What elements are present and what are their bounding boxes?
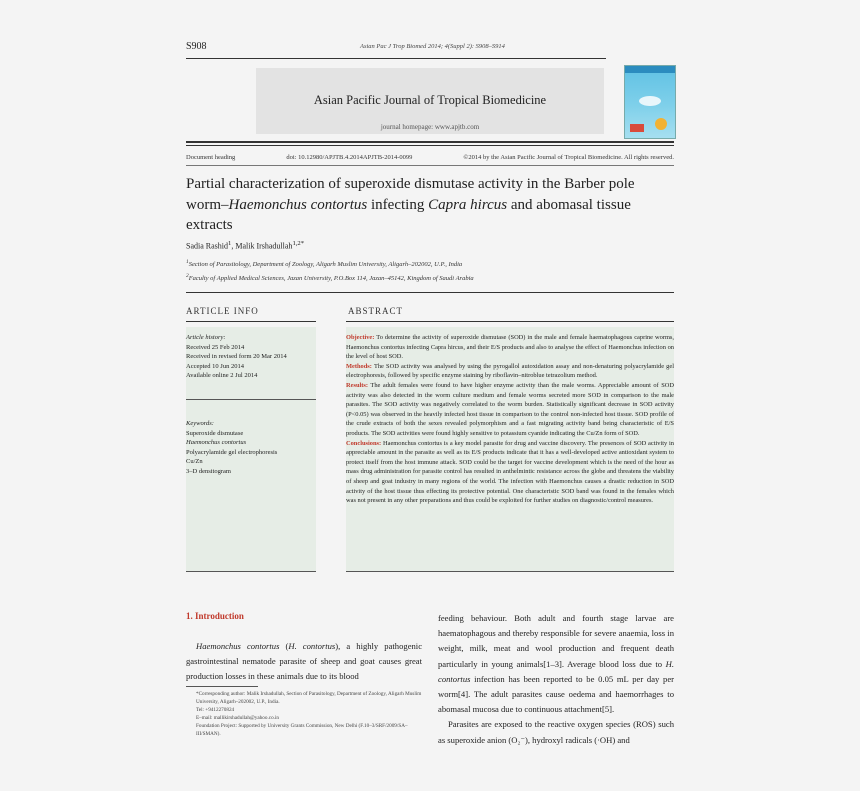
affiliation-mark: 1 — [186, 259, 189, 265]
document-heading: Document heading — [186, 154, 236, 161]
cover-header-stripe — [625, 66, 675, 73]
footnote-tel: Tel: +9412270824 — [196, 707, 235, 713]
keywords-label: Keywords: — [186, 420, 214, 427]
masthead-rule — [186, 141, 674, 143]
cover-graphic — [630, 124, 644, 132]
abstract-rule — [346, 321, 674, 322]
body-paragraph — [186, 639, 422, 685]
footnote-funding: Foundation Project: Supported by University Grants Commission, New Delhi (F.10–3/SRF/2009/SA–III/SMAN). — [196, 723, 408, 737]
doc-rule — [186, 165, 674, 166]
running-head: Asian Pac J Trop Biomed 2014; 4(Suppl 2): S908–S914 — [360, 43, 505, 50]
title-text: Partial characterization of superoxide dismutase activity in the Barber pole worm– — [186, 176, 635, 213]
author-name: , Malik Irshadullah — [231, 241, 293, 251]
history-item: Received 25 Feb 2014 — [186, 343, 245, 351]
journal-title: Asian Pacific Journal of Tropical Biomedicine — [313, 93, 547, 107]
body-paragraph — [438, 611, 674, 717]
keyword: 3–D densitogram — [186, 467, 231, 475]
affiliation-text: Faculty of Applied Medical Sciences, Jazan University, P.O.Box 114, Jazan–45142, Kingdom of Saudi Arabia — [188, 275, 474, 283]
abstract-methods — [346, 362, 674, 381]
affiliation-rule — [186, 292, 674, 293]
article-info-rule — [186, 321, 316, 322]
title-text: infecting — [367, 196, 429, 213]
footnotes — [186, 690, 422, 738]
keyword: Haemonchus contortus — [186, 439, 247, 446]
body-column-right — [438, 611, 674, 748]
title-text: and abomasal tissue extracts — [186, 196, 631, 233]
species-name: H. contortus — [288, 641, 336, 651]
article-history — [186, 333, 316, 381]
abstract-results — [346, 381, 674, 439]
abstract-conclusions — [346, 439, 674, 506]
body-paragraph: Parasites are exposed to the reactive oxygen species (ROS) such as superoxide anion (O₂⁻), hydroxyl radicals (·OH) and — [438, 719, 674, 745]
abstract-text: Haemonchus contortus is a key model parasite for drug and vaccine discovery. The presences of SOD activity in appreciable amount in the parasite as well as its E/S products indicate that it has a well-developed active antioxidant system to protect itself from the host immune attack. SOD could be the target for vaccine development which is the need of the hour as mass drug administration for parasite control has resulted in anthelmintic resistance across the globe and threatens the viability of sheep and goat industry in many regions of the world. The infection with Haemonchus causes a drastic reduction in SOD activity of the host tissue thus effecting its protective potential. One characteristic SOD band was found in the females which was not present in any other preparations and thus could be exploited for further studies on diagnostic/control measures. — [346, 439, 674, 505]
species-name: H. contortus — [438, 658, 674, 684]
article-info-bottom-rule — [186, 571, 316, 572]
abstract-label: Objective: — [346, 334, 375, 341]
doi[interactable]: doi: 10.12980/APJTB.4.2014APJTB-2014-0099 — [286, 154, 413, 161]
body-text: ( — [279, 641, 289, 651]
title-species: Capra hircus — [428, 196, 508, 213]
author-name: Sadia Rashid — [186, 241, 228, 251]
abstract-text: The adult females were found to have higher enzyme activity than the male worms. Appreciable amount of SOD activity was also detected in the worm culture medium and female worms secreted more SOD in comparison to the male parasites. The SOD activity was negatively correlated to the worm burden. Statistically significant decrease in SOD activity (P<0.05) was observed in the heavily infected host tissue in comparison to the control non-infected host tissue. SOD profile of the crude extracts of both the sexes revealed polymorphism and a fast migrating activity band being characteristic of E/S products. The SOD activities were found highly sensitive to potassium cyanide indicating the Cu/Zn form of SOD. — [346, 381, 674, 437]
abstract-body — [346, 333, 674, 506]
cover-graphic — [639, 96, 661, 106]
copyright: ©2014 by the Asian Pacific Journal of Tropical Biomedicine. All rights reserved. — [463, 154, 674, 161]
article-info-divider — [186, 399, 316, 400]
article-title — [186, 174, 676, 236]
abstract-objective — [346, 333, 674, 362]
history-label: Article history: — [186, 334, 226, 341]
author-affiliation-mark: 1,2* — [292, 240, 305, 247]
title-species: Haemonchus contortus — [228, 196, 368, 213]
abstract-label: Methods: — [346, 362, 372, 370]
abstract-heading: ABSTRACT — [348, 306, 404, 316]
footnote-corresponding: *Corresponding author: Malik Irshadullah, Section of Parasitology, Department of Zoology, Aligarh Muslim University, Aligarh–202002, U.P., India. — [196, 691, 422, 705]
introduction-heading: 1. Introduction — [186, 611, 244, 621]
species-name: Haemonchus contortus — [196, 641, 280, 651]
keyword: Superoxide dismutase — [186, 429, 244, 437]
journal-homepage[interactable]: journal homepage: www.apjtb.com — [380, 123, 480, 131]
abstract-bottom-rule — [346, 571, 674, 572]
body-column-left — [186, 639, 422, 685]
article-info-heading: ARTICLE INFO — [186, 306, 259, 316]
body-text: feeding behaviour. Both adult and fourth stage larvae are haematophagous and thereby responsible for severe anaemia, loss in weight, milk, meat and wool production and frequent death particularly in young animals[1–3]. Average blood loss due to — [438, 613, 674, 669]
affiliation-2 — [186, 273, 474, 282]
affiliation-mark: 2 — [186, 273, 189, 279]
affiliation-text: Section of Parasitology, Department of Zoology, Aligarh Muslim University, Aligarh–202002, U.P., India — [188, 261, 463, 269]
history-item: Received in revised form 20 Mar 2014 — [186, 353, 287, 360]
footnote-rule — [186, 686, 258, 687]
masthead-rule — [186, 145, 674, 146]
keyword: Polyacrylamide gel electrophoresis — [186, 448, 278, 456]
affiliation-1 — [186, 259, 462, 268]
author-affiliation-mark: 1 — [228, 240, 232, 247]
abstract-text: To determine the activity of superoxide dismutase (SOD) in the male and female haematophagous caprine worms, Haemonchus contortus infecting Capra hircus, and their E/S products and also to analyse the effect of Haemonchus infection on the level of host SOD. — [346, 334, 674, 361]
document-heading-line — [186, 154, 674, 161]
body-text: ), a highly pathogenic gastrointestinal nematode parasite of sheep and goat causes great production losses in these animals due to its blood — [186, 641, 423, 682]
keyword: Cu/Zn — [186, 458, 203, 465]
cover-graphic — [655, 118, 667, 130]
body-text: infection has been reported to be 0.05 mL per day per worm[4]. The adult parasites cause oedema and haemorrhages to abomasal mucosa due to continuous attachment[5]. — [438, 673, 674, 715]
abstract-text: The SOD activity was analysed by using the pyrogallol autoxidation assay and non-denaturing polyacrylamide gel electrophoresis, followed by specific enzyme staining by riboflavin–nitroblue tetrazolium method. — [346, 362, 674, 380]
journal-cover-image — [624, 65, 676, 139]
footnote-email[interactable]: E–mail: mallikirshadullah@yahoo.co.in — [196, 715, 280, 721]
history-item: Available online 2 Jul 2014 — [186, 372, 258, 379]
page-number: S908 — [186, 41, 207, 52]
header-rule — [186, 58, 606, 59]
abstract-label: Results: — [346, 381, 369, 389]
history-item: Accepted 10 Jun 2014 — [186, 362, 244, 370]
keywords — [186, 419, 316, 476]
author-list — [186, 240, 304, 251]
abstract-label: Conclusions: — [346, 439, 382, 447]
